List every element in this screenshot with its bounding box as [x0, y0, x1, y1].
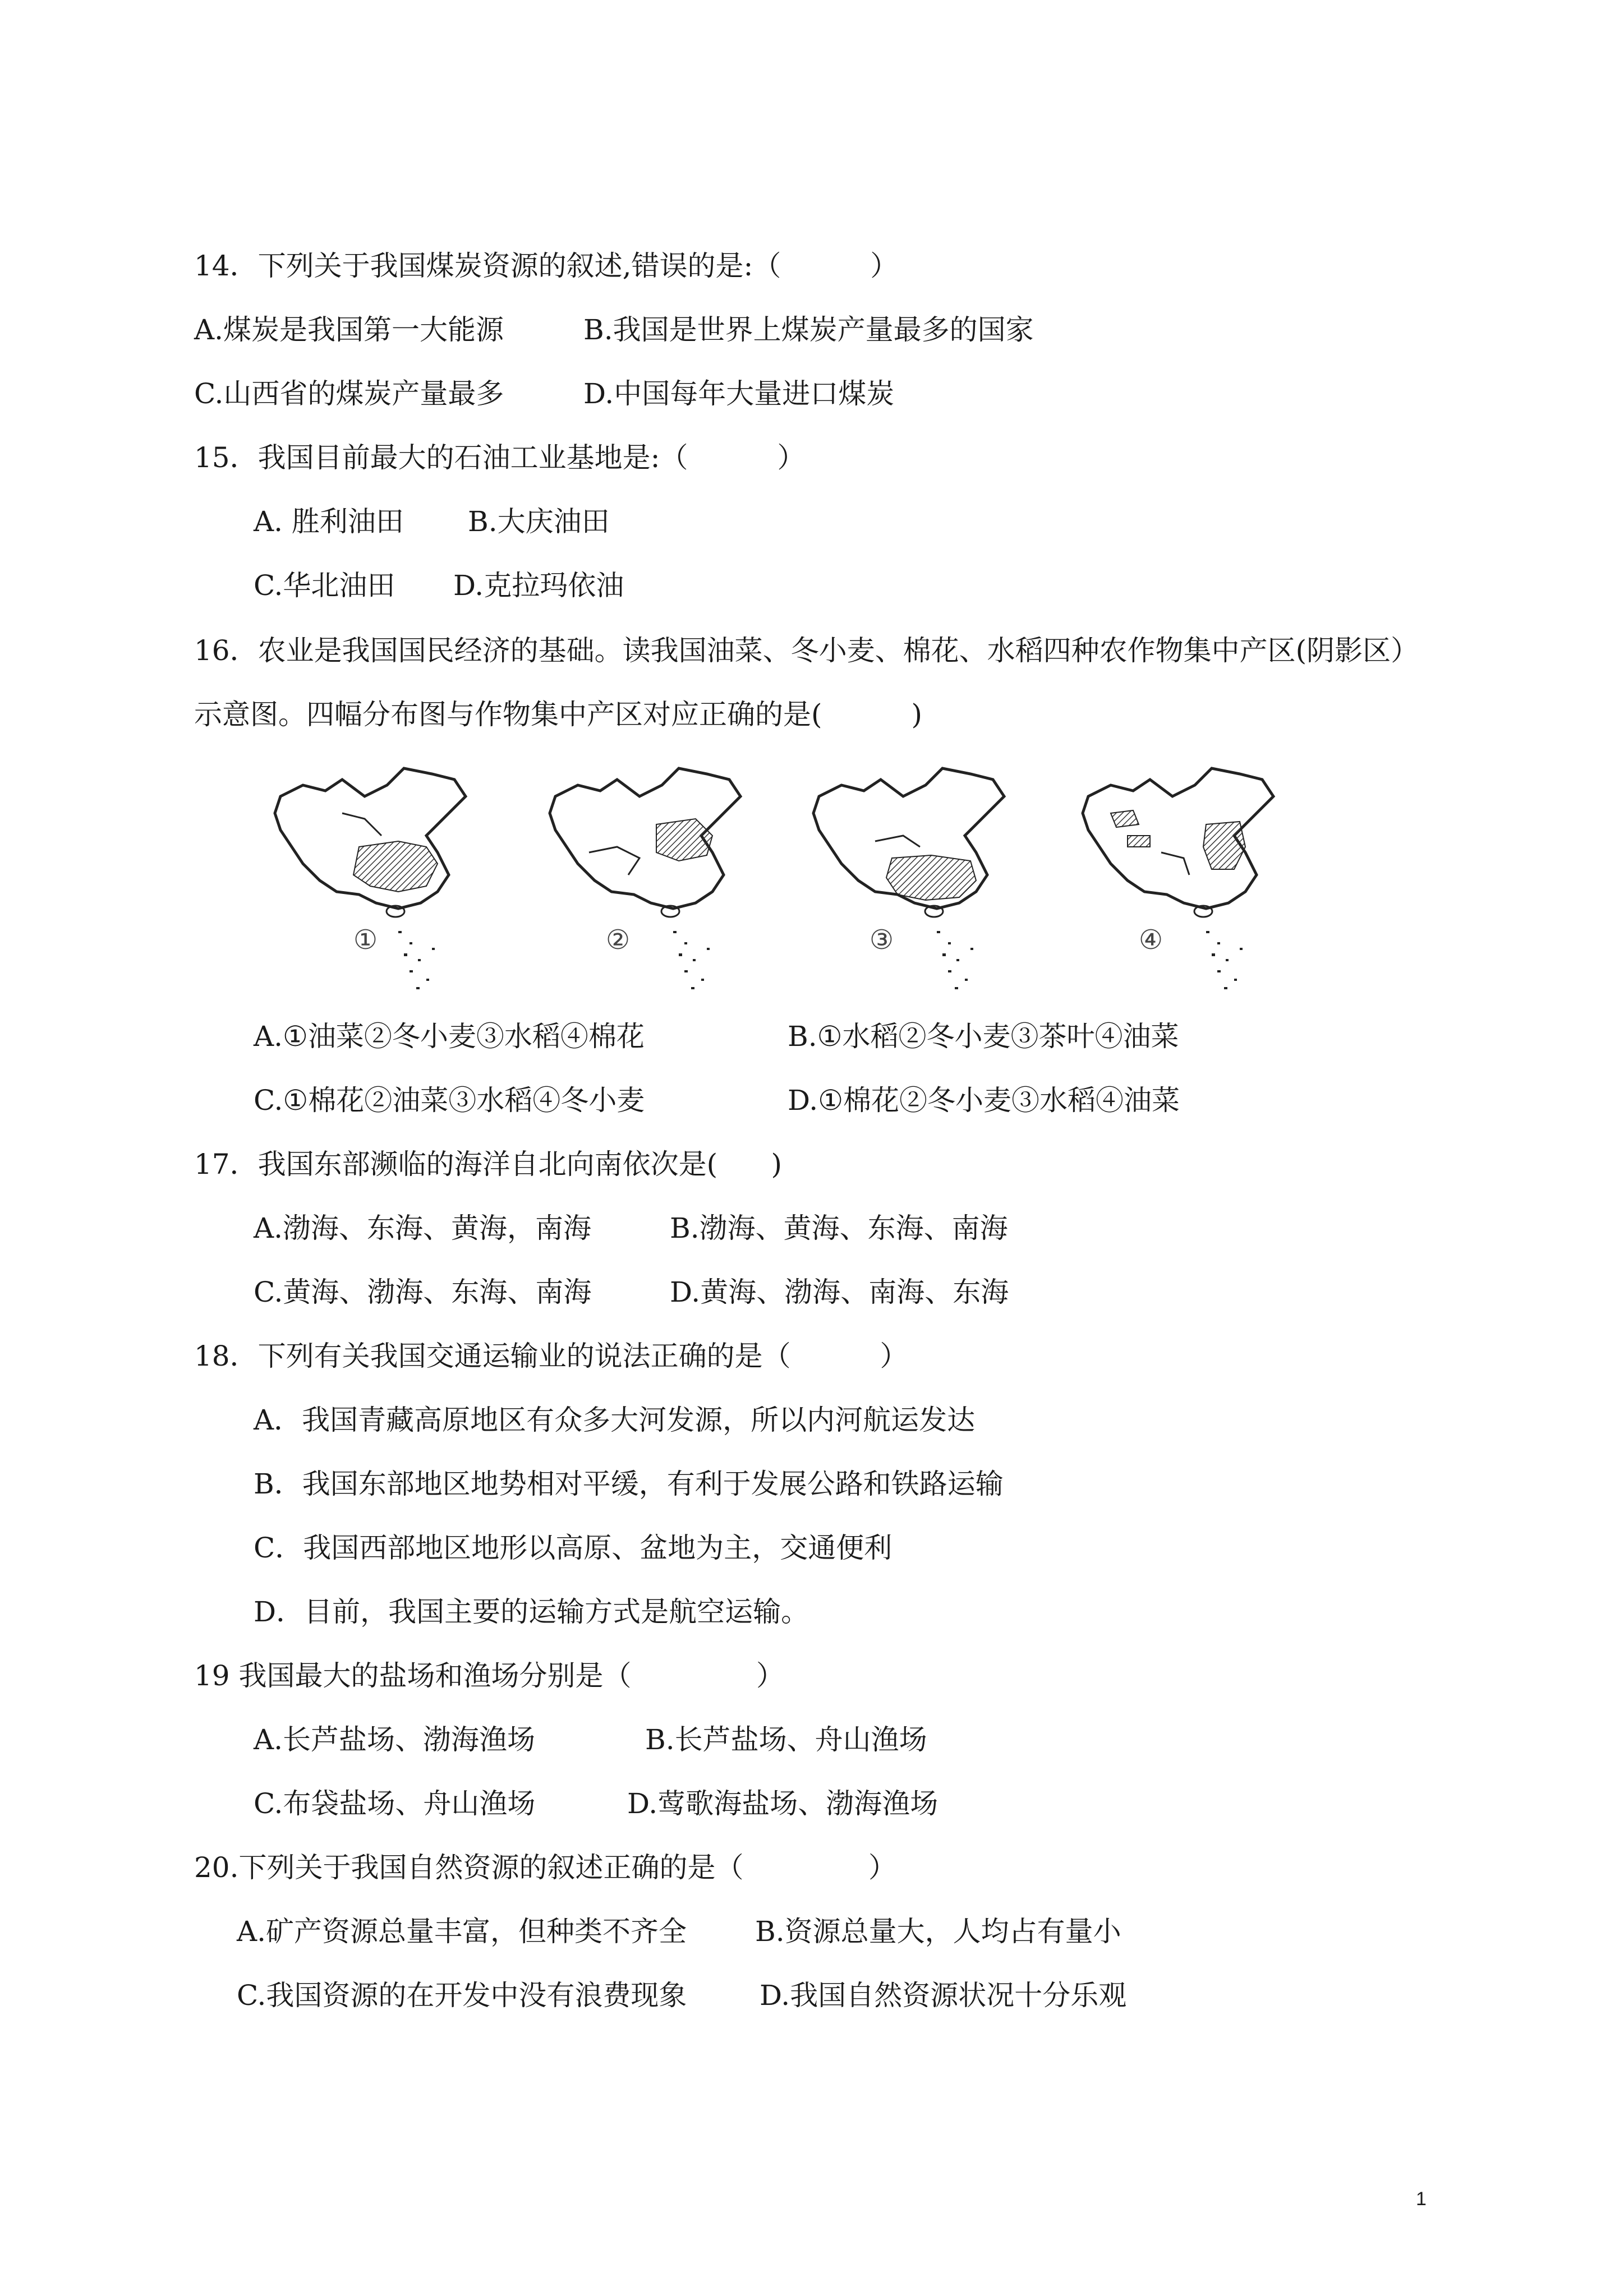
- q20-option-b: B.资源总量大，人均占有量小: [755, 1915, 1121, 1948]
- q19-option-c: C.布袋盐场、舟山渔场: [254, 1787, 536, 1820]
- q18-stem: 18．下列有关我国交通运输业的说法正确的是（ ）: [194, 1340, 908, 1372]
- china-map-3: [808, 763, 1021, 998]
- q19-stem: 19 我国最大的盐场和渔场分别是（ ）: [194, 1659, 785, 1692]
- q19-option-d: D.莺歌海盐场、渤海渔场: [627, 1787, 938, 1820]
- q14-option-d: D.中国每年大量进口煤炭: [583, 377, 895, 410]
- q20-option-c: C.我国资源的在开发中没有浪费现象: [237, 1979, 687, 2012]
- q16-stem-line1: 16．农业是我国国民经济的基础。读我国油菜、冬小麦、棉花、水稻四种农作物集中产区(阴影区）: [194, 634, 1419, 667]
- q16-option-b: B.①水稻②冬小麦③茶叶④油菜: [788, 1020, 1179, 1053]
- q19-option-b: B.长芦盐场、舟山渔场: [645, 1723, 927, 1756]
- q16-map-figure: [269, 763, 1301, 998]
- china-map-1-drawing: [269, 763, 482, 998]
- q17-option-b: B.渤海、黄海、东海、南海: [670, 1212, 1008, 1244]
- q17-option-d: D.黄海、渤海、南海、东海: [670, 1276, 1009, 1308]
- q15-option-b: B.大庆油田: [468, 505, 610, 538]
- q18-option-c: C．我国西部地区地形以高原、盆地为主，交通便利: [254, 1532, 892, 1564]
- q18-option-d: D．目前，我国主要的运输方式是航空运输。: [254, 1596, 809, 1628]
- q18-option-b: B．我国东部地区地势相对平缓，有利于发展公路和铁路运输: [254, 1468, 1004, 1500]
- q16-option-d: D.①棉花②冬小麦③水稻④油菜: [788, 1084, 1180, 1117]
- q20-stem: 20.下列关于我国自然资源的叙述正确的是（ ）: [194, 1851, 897, 1884]
- map-label-4: ④: [1139, 924, 1163, 956]
- q16-option-a: A.①油菜②冬小麦③水稻④棉花: [254, 1020, 645, 1053]
- map-label-3: ③: [869, 924, 894, 956]
- china-map-2-drawing: [544, 763, 757, 998]
- q17-option-a: A.渤海、东海、黄海，南海: [254, 1212, 592, 1244]
- page-number: 1: [1416, 2188, 1427, 2210]
- q17-stem: 17．我国东部濒临的海洋自北向南依次是( ): [194, 1148, 782, 1181]
- q15-option-c: C.华北油田: [254, 569, 395, 602]
- china-map-3-drawing: [808, 763, 1021, 998]
- q15-option-d: D.克拉玛依油: [453, 569, 624, 602]
- q19-option-a: A.长芦盐场、渤海渔场: [254, 1723, 536, 1756]
- q18-option-a: A．我国青藏高原地区有众多大河发源，所以内河航运发达: [254, 1404, 976, 1436]
- q16-option-c: C.①棉花②油菜③水稻④冬小麦: [254, 1084, 645, 1117]
- q15-stem: 15．我国目前最大的石油工业基地是:（ ）: [194, 441, 806, 474]
- q14-stem: 14．下列关于我国煤炭资源的叙述,错误的是:（ ）: [194, 250, 899, 282]
- q20-option-d: D.我国自然资源状况十分乐观: [760, 1979, 1127, 2012]
- q16-stem-line2: 示意图。四幅分布图与作物集中产区对应正确的是( ): [194, 698, 922, 731]
- q17-option-c: C.黄海、渤海、东海、南海: [254, 1276, 592, 1308]
- china-map-1: [269, 763, 482, 998]
- china-map-2: [544, 763, 757, 998]
- map-label-1: ①: [353, 924, 378, 956]
- china-map-4-drawing: [1077, 763, 1290, 998]
- map-label-2: ②: [606, 924, 631, 956]
- q15-option-a: A. 胜利油田: [254, 505, 404, 538]
- china-map-4: [1077, 763, 1290, 998]
- q20-option-a: A.矿产资源总量丰富，但种类不齐全: [237, 1915, 687, 1948]
- q14-option-a: A.煤炭是我国第一大能源: [194, 313, 504, 346]
- q14-option-c: C.山西省的煤炭产量最多: [194, 377, 504, 410]
- q14-option-b: B.我国是世界上煤炭产量最多的国家: [583, 313, 1034, 346]
